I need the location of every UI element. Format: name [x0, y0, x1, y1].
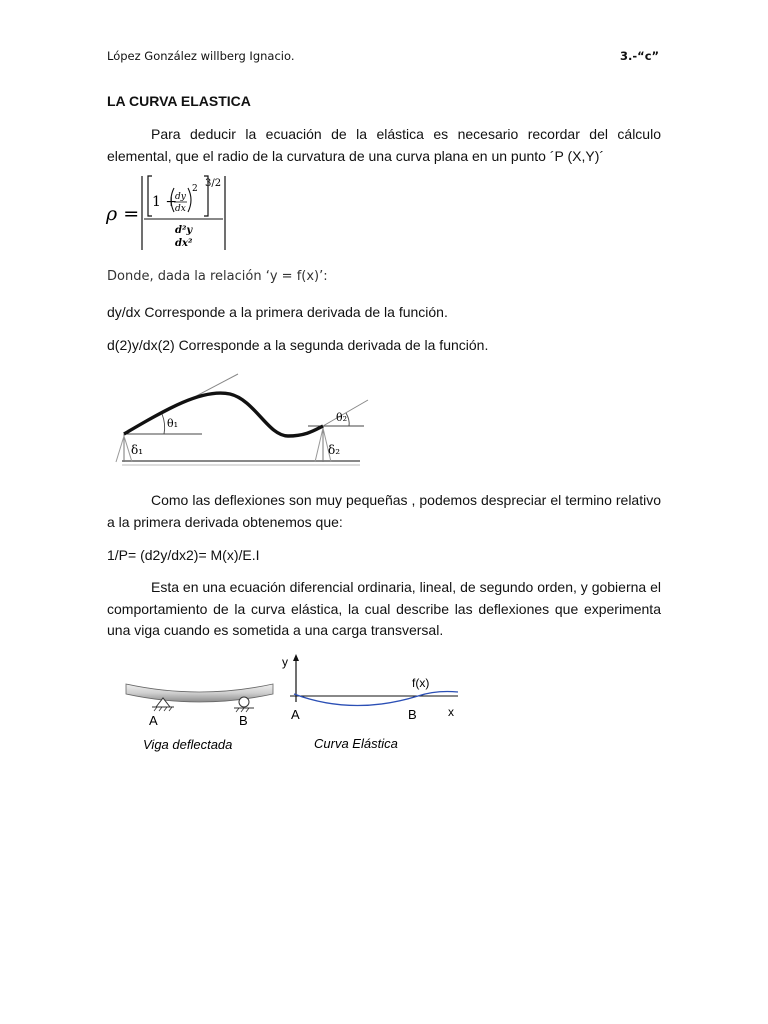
- fx-label: f(x): [412, 676, 430, 690]
- beam-label-a: A: [149, 713, 158, 728]
- moment-equation: 1/P= (d2y/dx2)= M(x)/E.I: [107, 547, 260, 563]
- axis-x-label: x: [448, 705, 454, 719]
- delta2-label: δ₂: [328, 443, 341, 457]
- page-title: LA CURVA ELASTICA: [107, 93, 251, 109]
- theta2-label: θ₂: [336, 411, 348, 424]
- beam-caption: Viga deflectada: [143, 737, 233, 752]
- curve-caption: Curva Elástica: [314, 736, 398, 751]
- author-name: López González willberg Ignacio.: [107, 49, 295, 63]
- elastic-curve-figure: [110, 370, 370, 472]
- curvature-formula: [104, 172, 244, 256]
- group-label: 3.-“c”: [620, 49, 660, 63]
- axis-y-label: y: [282, 655, 288, 669]
- formula-one-plus: 1 +: [152, 194, 178, 210]
- formula-dy: dy: [175, 192, 186, 202]
- formula-d2y: d²y: [175, 225, 193, 236]
- first-derivative-text: dy/dx Corresponde a la primera derivada de la función.: [107, 304, 448, 320]
- curve-label-a: A: [291, 707, 300, 722]
- small-deflections-paragraph: Como las deflexiones son muy pequeñas , podemos despreciar el termino relativo a la primera derivada obtenemos que:: [107, 492, 661, 530]
- elastic-curve-line: [294, 692, 458, 706]
- deflected-beam-figure: [118, 650, 478, 760]
- description-paragraph: Esta en una ecuación diferencial ordinaria, lineal, de segundo orden, y gobierna el comportamiento de la curva elástica, la cual describe las deflexiones que experimenta una viga cuando es sometida a una carga transversal.: [107, 579, 661, 638]
- intro-paragraph: Para deducir la ecuación de la elástica es necesario recordar del cálculo elemental, que el radio de la curvatura de una curva plana en un punto ´P (X,Y)´: [107, 126, 661, 164]
- formula-dx: dx: [175, 204, 186, 214]
- second-derivative-text: d(2)y/dx(2) Corresponde a la segunda derivada de la función.: [107, 337, 489, 353]
- donde-text: Donde, dada la relación ‘y = f(x)’:: [107, 269, 328, 284]
- formula-rho: ρ =: [106, 203, 140, 225]
- theta1-label: θ₁: [167, 417, 179, 430]
- beam-label-b: B: [239, 713, 248, 728]
- curve-label-b: B: [408, 707, 417, 722]
- formula-exponent: 3/2: [205, 178, 222, 189]
- formula-square: 2: [192, 184, 198, 194]
- formula-dx2: dx²: [175, 238, 193, 249]
- delta1-label: δ₁: [131, 443, 144, 457]
